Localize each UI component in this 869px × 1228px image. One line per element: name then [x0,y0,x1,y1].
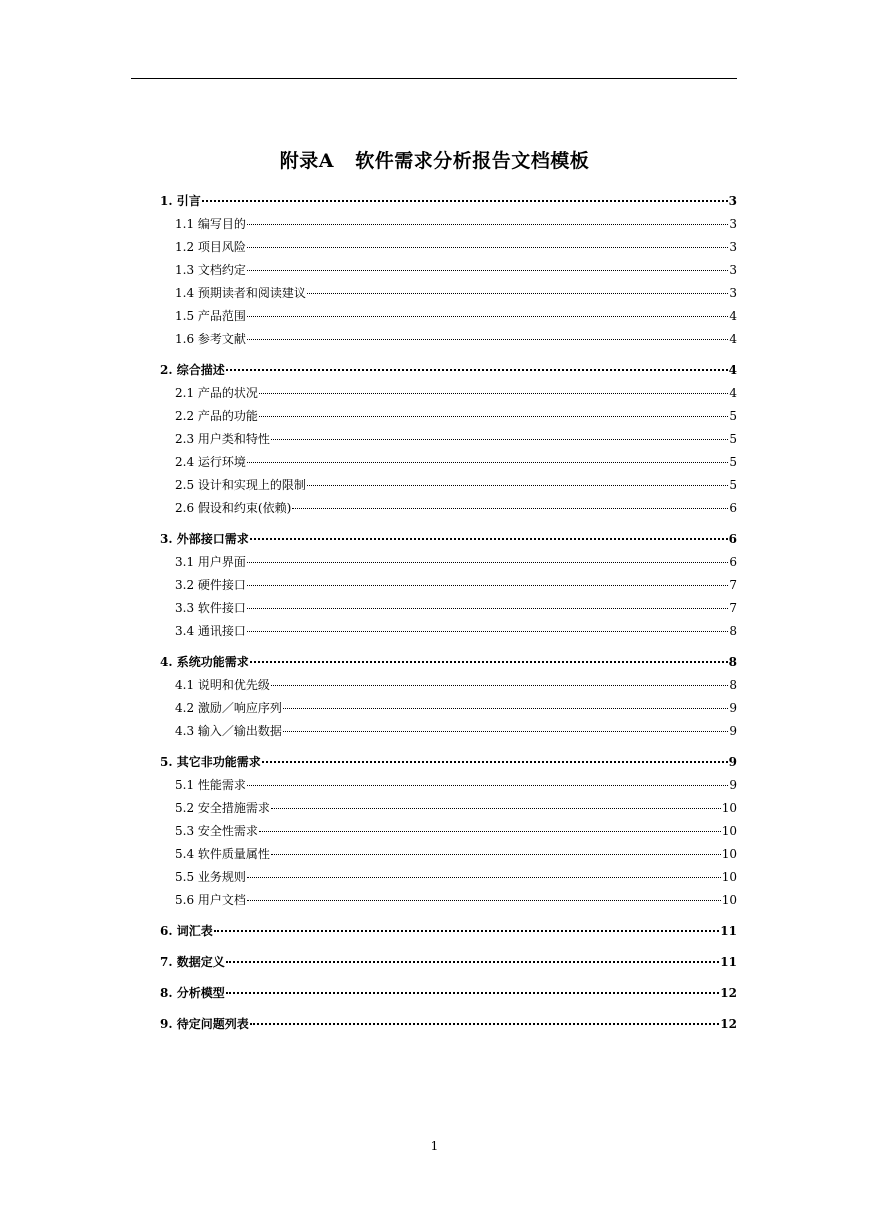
toc-entry-page: 3 [728,194,737,208]
toc-entry-label: 4. 系统功能需求 [160,655,249,669]
toc-entry-label: 1.4 预期读者和阅读建议 [175,286,306,300]
dot-leader [247,608,728,609]
dot-leader [202,200,728,202]
toc-entry-label: 1.3 文档约定 [175,263,246,277]
toc-section-entry[interactable] [160,751,737,774]
toc-entry-label: 6. 词汇表 [160,924,213,938]
toc-entry-page: 12 [720,986,737,1000]
toc-entry-label: 5.5 业务规则 [175,870,246,884]
toc-entry-label: 2.1 产品的状况 [175,386,258,400]
toc-entry-page: 8 [729,678,737,692]
toc-subsection-entry[interactable] [160,405,737,428]
toc-entry-page: 7 [729,601,737,615]
dot-leader [226,961,720,963]
dot-leader [259,393,728,394]
toc-entry-label: 2. 综合描述 [160,363,225,377]
toc-subsection-entry[interactable] [160,843,737,866]
toc-subsection-entry[interactable] [160,620,737,643]
toc-entry-label: 2.6 假设和约束(依赖) [175,501,292,515]
toc-subsection-entry[interactable] [160,428,737,451]
toc-entry-label: 5.6 用户文档 [175,893,246,907]
dot-leader [247,270,728,271]
toc-entry-label: 9. 待定问题列表 [160,1017,249,1031]
toc-entry-page: 8 [729,624,737,638]
toc-entry-label: 1. 引言 [160,194,201,208]
toc-entry-label: 3.1 用户界面 [175,555,246,569]
dot-leader [307,485,728,486]
toc-subsection-entry[interactable] [160,282,737,305]
dot-leader [259,416,728,417]
toc-subsection-entry[interactable] [160,497,737,520]
toc-entry-page: 9 [729,701,737,715]
dot-leader [226,992,720,994]
toc-entry-page: 3 [729,217,737,231]
dot-leader [226,369,728,371]
toc-subsection-entry[interactable] [160,774,737,797]
toc-subsection-entry[interactable] [160,697,737,720]
toc-subsection-entry[interactable] [160,674,737,697]
toc-entry-page: 4 [729,332,737,346]
dot-leader [250,661,728,663]
toc-entry-label: 3.2 硬件接口 [175,578,246,592]
toc-entry-label: 2.5 设计和实现上的限制 [175,478,306,492]
toc-entry-page: 4 [729,309,737,323]
dot-leader [271,808,721,809]
toc-entry-label: 5. 其它非功能需求 [160,755,261,769]
toc-entry-page: 5 [729,432,737,446]
dot-leader [247,785,728,786]
toc-section-entry[interactable] [160,982,737,1005]
toc-section-entry[interactable] [160,920,737,943]
dot-leader [247,316,728,317]
toc-entry-page: 9 [729,724,737,738]
toc-entry-page: 10 [721,870,737,884]
toc-entry-label: 5.2 安全措施需求 [175,801,270,815]
dot-leader [250,538,728,540]
toc-subsection-entry[interactable] [160,259,737,282]
toc-subsection-entry[interactable] [160,213,737,236]
toc-entry-page: 6 [729,501,737,515]
toc-entry-page: 6 [729,555,737,569]
dot-leader [283,708,728,709]
toc-subsection-entry[interactable] [160,820,737,843]
dot-leader [271,439,728,440]
dot-leader [214,930,720,932]
toc-subsection-entry[interactable] [160,328,737,351]
toc-entry-label: 5.3 安全性需求 [175,824,258,838]
dot-leader [271,854,721,855]
toc-subsection-entry[interactable] [160,866,737,889]
toc-entry-label: 4.2 激励／响应序列 [175,701,282,715]
toc-entry-page: 4 [728,363,737,377]
toc-subsection-entry[interactable] [160,474,737,497]
dot-leader [247,900,721,901]
dot-leader [292,508,728,509]
toc-entry-label: 1.1 编写目的 [175,217,246,231]
dot-leader [247,631,728,632]
dot-leader [247,462,728,463]
toc-entry-label: 4.1 说明和优先级 [175,678,270,692]
toc-subsection-entry[interactable] [160,551,737,574]
toc-subsection-entry[interactable] [160,597,737,620]
toc-entry-page: 3 [729,263,737,277]
toc-entry-label: 7. 数据定义 [160,955,225,969]
dot-leader [247,562,728,563]
document-title: 附录A 软件需求分析报告文档模板 [279,150,590,172]
toc-entry-page: 12 [720,1017,737,1031]
dot-leader [247,247,728,248]
dot-leader [247,224,728,225]
toc-entry-label: 2.3 用户类和特性 [175,432,270,446]
toc-section-entry[interactable] [160,951,737,974]
dot-leader [271,685,728,686]
toc-entry-page: 6 [728,532,737,546]
toc-subsection-entry[interactable] [160,797,737,820]
toc-subsection-entry[interactable] [160,574,737,597]
dot-leader [283,731,728,732]
toc-entry-page: 9 [728,755,737,769]
toc-section-entry[interactable] [160,1013,737,1036]
table-of-contents [160,190,737,1036]
toc-entry-label: 2.4 运行环境 [175,455,246,469]
header-rule [131,78,737,79]
dot-leader [247,339,728,340]
toc-entry-label: 3. 外部接口需求 [160,532,249,546]
toc-entry-label: 5.1 性能需求 [175,778,246,792]
toc-section-entry[interactable] [160,528,737,551]
toc-entry-page: 3 [729,286,737,300]
toc-section-entry[interactable] [160,651,737,674]
toc-entry-page: 4 [729,386,737,400]
toc-subsection-entry[interactable] [160,382,737,405]
toc-entry-page: 10 [721,801,737,815]
page-number: 1 [430,1139,439,1153]
toc-entry-label: 3.3 软件接口 [175,601,246,615]
toc-subsection-entry[interactable] [160,451,737,474]
toc-entry-label: 1.5 产品范围 [175,309,246,323]
toc-entry-label: 2.2 产品的功能 [175,409,258,423]
dot-leader [307,293,728,294]
toc-entry-label: 1.2 项目风险 [175,240,246,254]
toc-entry-page: 3 [729,240,737,254]
toc-entry-label: 1.6 参考文献 [175,332,246,346]
toc-entry-page: 8 [728,655,737,669]
toc-entry-page: 10 [721,824,737,838]
toc-entry-page: 11 [720,955,737,969]
toc-entry-label: 4.3 输入／输出数据 [175,724,282,738]
dot-leader [262,761,728,763]
toc-entry-page: 7 [729,578,737,592]
dot-leader [250,1023,720,1025]
toc-entry-label: 8. 分析模型 [160,986,225,1000]
toc-entry-page: 10 [721,893,737,907]
dot-leader [247,585,728,586]
toc-subsection-entry[interactable] [160,720,737,743]
dot-leader [259,831,721,832]
toc-subsection-entry[interactable] [160,889,737,912]
toc-entry-page: 10 [721,847,737,861]
dot-leader [247,877,721,878]
toc-entry-page: 9 [729,778,737,792]
toc-entry-label: 3.4 通讯接口 [175,624,246,638]
toc-subsection-entry[interactable] [160,305,737,328]
toc-entry-page: 5 [729,455,737,469]
toc-section-entry[interactable] [160,359,737,382]
toc-subsection-entry[interactable] [160,236,737,259]
toc-entry-label: 5.4 软件质量属性 [175,847,270,861]
toc-entry-page: 5 [729,478,737,492]
toc-entry-page: 11 [720,924,737,938]
toc-entry-page: 5 [729,409,737,423]
toc-section-entry[interactable] [160,190,737,213]
